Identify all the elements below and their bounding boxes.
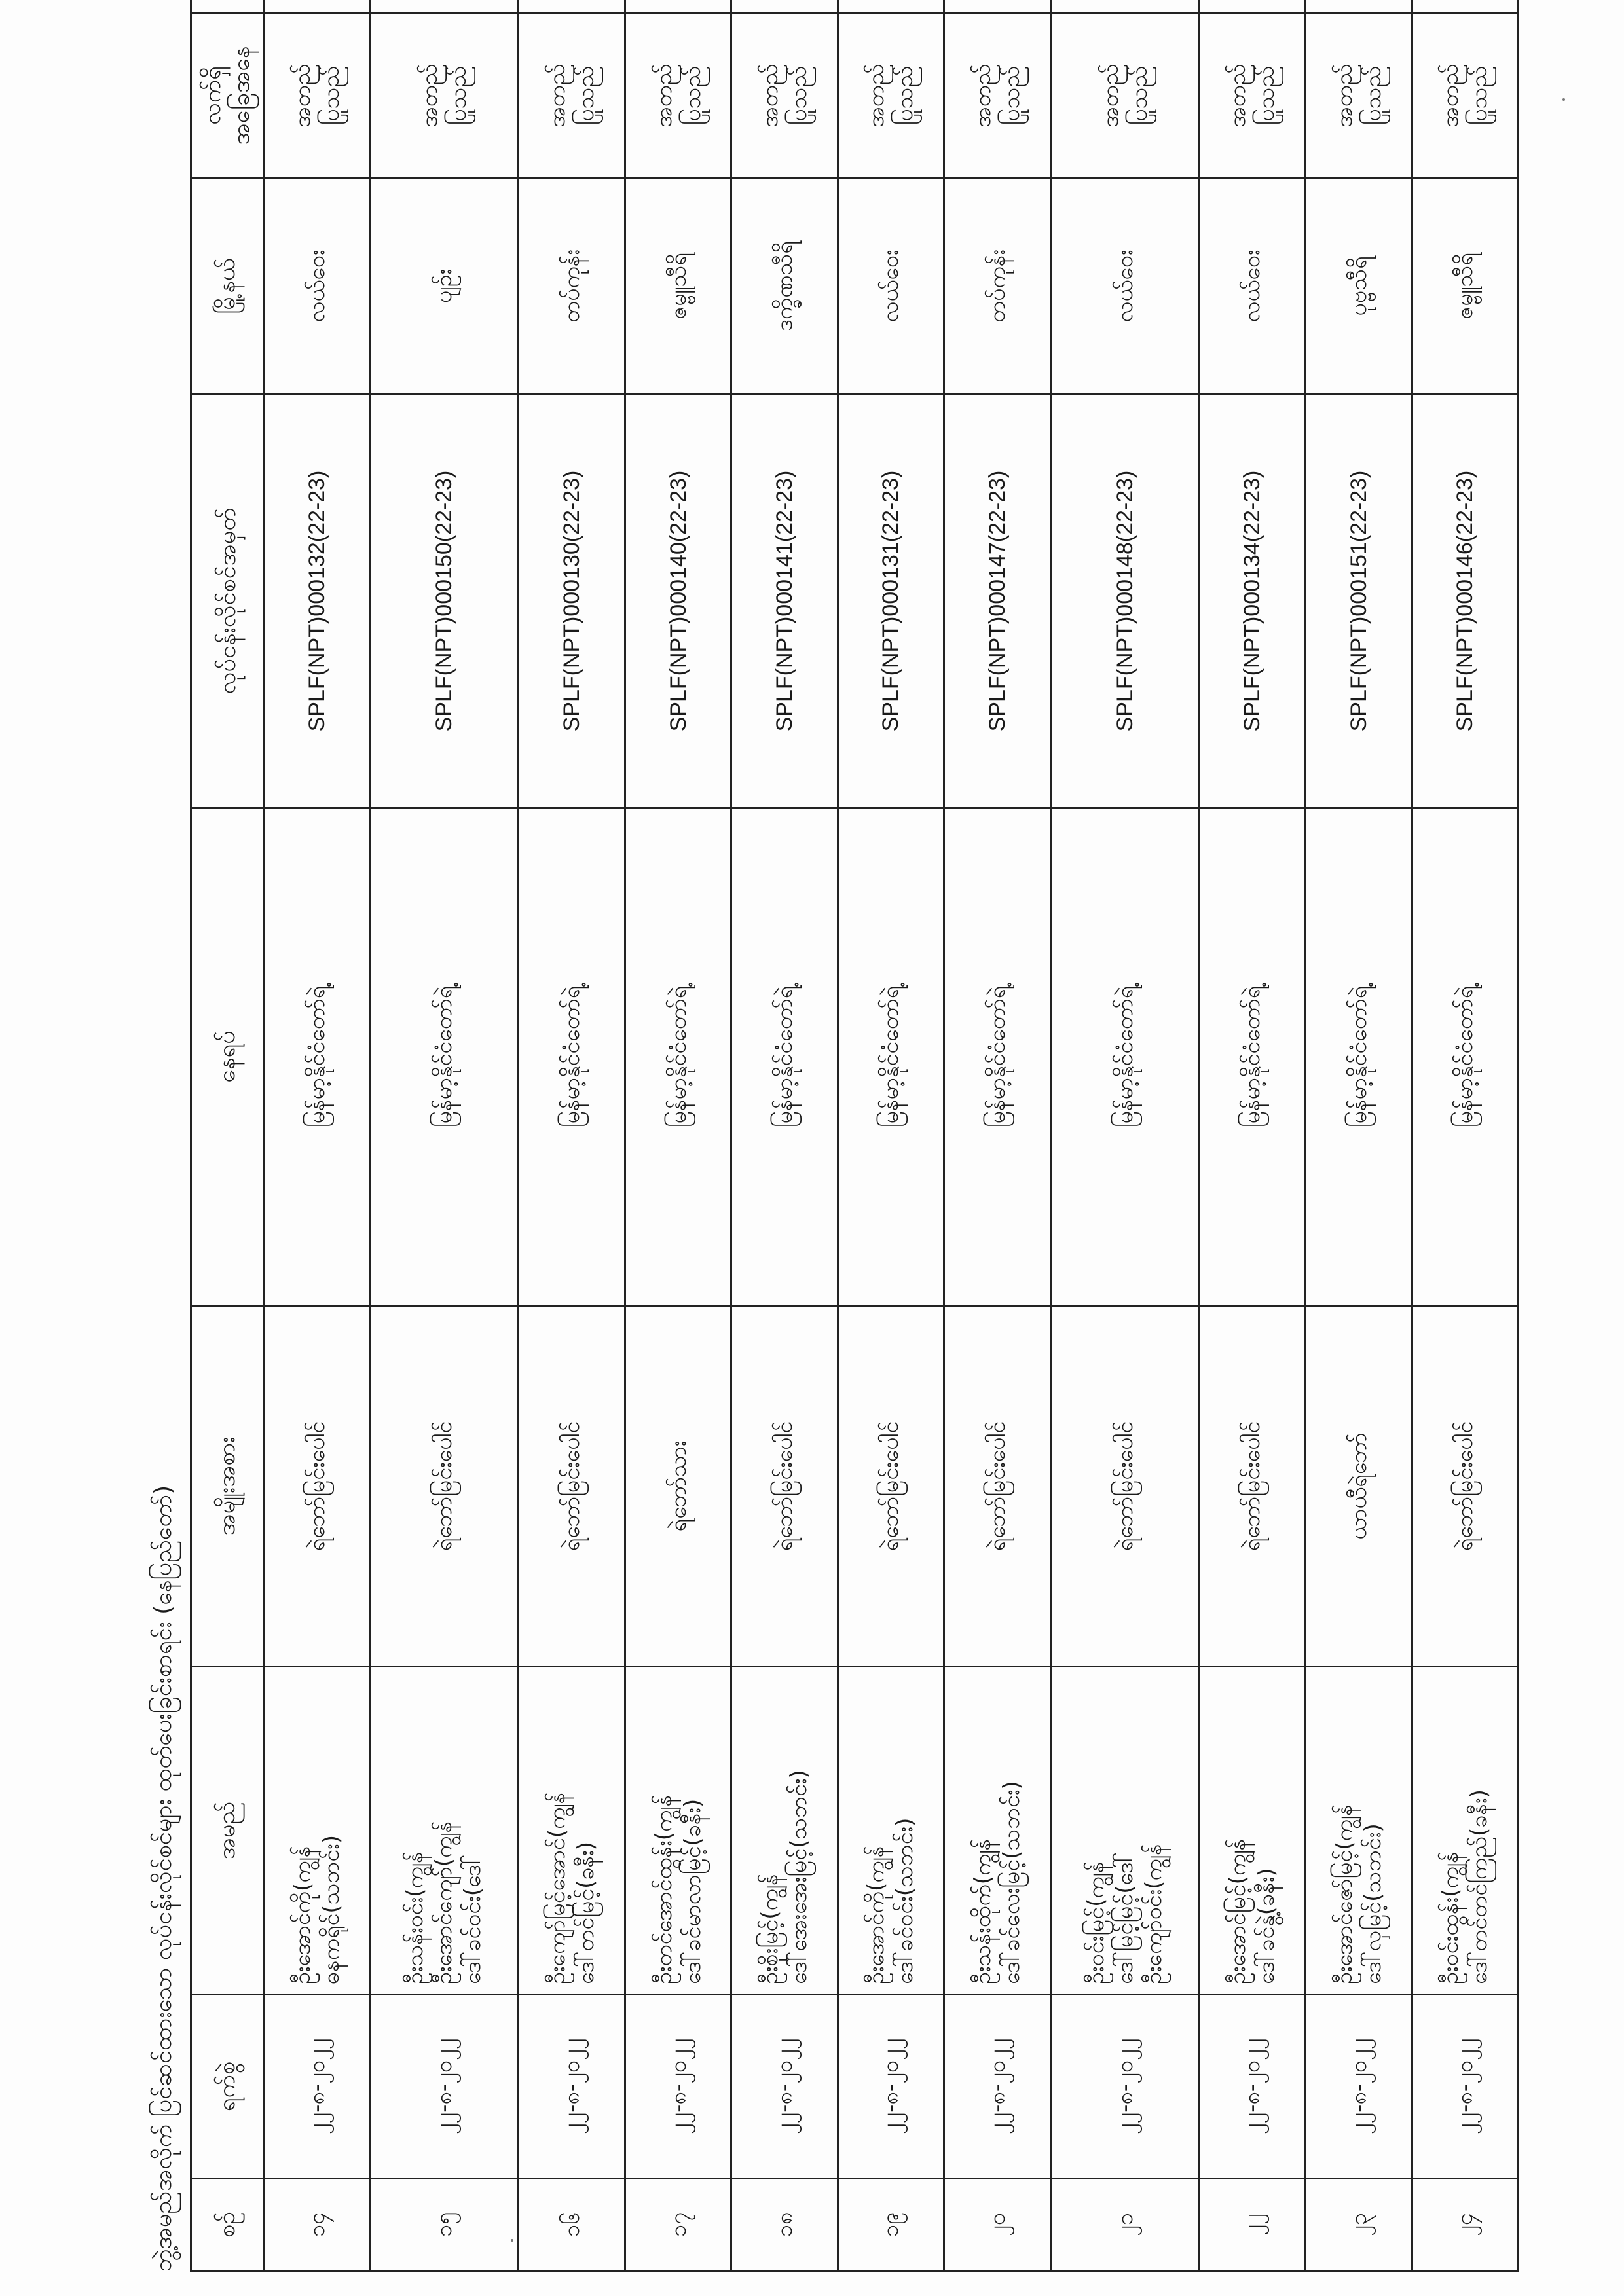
row-license-number: SPLF(NPT)000140(22-23) xyxy=(625,395,731,808)
name-line: ဦးအောင်ကျော်(ကျွန် xyxy=(431,1821,458,1984)
document-title: ဘွဲ့အမည်အလိုက် ပြင်ဆင်ထားသော လုပ်ငန်းလိုင်စင်များ ထုတ်ပေးခြင်းစာရင်း (နေပြည်တော်) xyxy=(150,1485,177,2272)
name-line: ဦးအောင်ကို(ကျွန် xyxy=(863,1846,890,1984)
row-type: ရဲဘော်မြင်းပေါင် xyxy=(370,1306,519,1667)
row-address: မြန်မာ့နိုင်ငံတော်ရဲ့ xyxy=(1412,808,1519,1306)
header-date: ရက်စွဲ xyxy=(191,1995,264,2179)
table-row xyxy=(625,0,731,2271)
table-row xyxy=(944,0,1050,2271)
row-address: မြန်မာ့နိုင်ငံတော်ရဲ့ xyxy=(1199,808,1305,1306)
header-license: လုပ်ငန်းလိုင်စင်အမှတ် xyxy=(191,395,264,808)
status-line: အတည် xyxy=(416,64,443,128)
status-line: အတည် xyxy=(757,64,784,128)
table-body xyxy=(264,0,1519,2271)
row-township: ဇမ္ဗူသီရိ xyxy=(1412,178,1519,395)
header-row xyxy=(191,0,264,2271)
header-name: အမည် xyxy=(191,1667,264,1995)
row-status xyxy=(838,14,944,178)
row-remark xyxy=(1306,0,1412,14)
row-name xyxy=(1412,1667,1519,1995)
row-status xyxy=(731,14,838,178)
row-number: ၁၈ xyxy=(731,2179,838,2271)
status-line: ပြုသည် xyxy=(679,65,706,126)
row-number: ၁၆ xyxy=(519,2179,625,2271)
scan-speck xyxy=(1562,98,1565,101)
row-number: ၂၂ xyxy=(1199,2179,1305,2271)
row-name xyxy=(264,1667,370,1995)
status-line: ပြုသည် xyxy=(1359,65,1386,126)
row-type: ရဲဘော်မြင်းပေါင် xyxy=(1412,1306,1519,1667)
row-date: ၂၂-၈-၂၀၂၂ xyxy=(625,1995,731,2179)
row-date: ၂၂-၈-၂၀၂၂ xyxy=(370,1995,519,2179)
row-name xyxy=(944,1667,1050,1995)
row-name xyxy=(519,1667,625,1995)
header-remark xyxy=(191,0,264,14)
status-line: ပြုသည် xyxy=(318,65,344,126)
row-type: ရဲဘော်မြင်းပေါင် xyxy=(1199,1306,1305,1667)
row-remark xyxy=(944,0,1050,14)
name-line: ဦးအောင်ကို(ကျွန် xyxy=(289,1846,316,1984)
name-line: ဦးအောင်ဇော်မြင့်(ကျွန် xyxy=(1331,1804,1357,1984)
name-line: ဒေါ်ခင်နွဲ့(ခနီး) xyxy=(1253,1868,1280,1984)
row-license-number: SPLF(NPT)000130(22-23) xyxy=(519,395,625,808)
row-remark xyxy=(519,0,625,14)
status-line: အတည် xyxy=(1331,64,1357,128)
row-number: ၁၇ xyxy=(625,2179,731,2271)
name-line: ဦးကျော်ဝင်း(ကျွန် xyxy=(1140,1844,1167,1984)
row-number: ၁၄ xyxy=(264,2179,370,2271)
status-line: ပြုသည် xyxy=(1126,65,1153,126)
row-type: ရဲဘော်မြင်းပေါင် xyxy=(264,1306,370,1667)
row-remark xyxy=(838,0,944,14)
status-line: အတည် xyxy=(544,64,571,128)
row-remark xyxy=(1199,0,1305,14)
table-row xyxy=(1199,0,1305,2271)
status-line: ပြုသည် xyxy=(1466,65,1493,126)
status-line: အတည် xyxy=(969,64,996,128)
row-date: ၂၂-၈-၂၀၂၂ xyxy=(1306,1995,1412,2179)
row-name xyxy=(625,1667,731,1995)
row-number: ၁၅ xyxy=(370,2179,519,2271)
row-township: လယ်ဝေး xyxy=(264,178,370,395)
row-number: ၂၀ xyxy=(944,2179,1050,2271)
row-type: ရဲဘော်မြင်းပေါင် xyxy=(519,1306,625,1667)
row-license-number: SPLF(NPT)000150(22-23) xyxy=(370,395,519,808)
header-type: အမျိုးအစား xyxy=(191,1306,264,1667)
row-date: ၂၂-၈-၂၀၂၂ xyxy=(1050,1995,1199,2179)
row-address: မြန်မာ့နိုင်ငံတော်ရဲ့ xyxy=(625,808,731,1306)
row-number: ၂၄ xyxy=(1412,2179,1519,2271)
status-line: ပြုသည် xyxy=(1253,65,1280,126)
row-status xyxy=(1199,14,1305,178)
name-line: ဦးသန်းဝင်း(ကျွန် xyxy=(402,1851,429,1984)
header-status: လက်ရှိအခြေအနေ xyxy=(191,14,264,178)
name-line: ဒေါ်ခင်မာလာမြင့်(ခနီး) xyxy=(679,1798,706,1984)
row-address: မြန်မာ့နိုင်ငံတော်ရဲ့ xyxy=(1306,808,1412,1306)
name-line: ဦးအောင်မြင့်(ကျွန် xyxy=(1225,1838,1251,1984)
row-name xyxy=(1199,1667,1305,1995)
status-line: အတည် xyxy=(1225,64,1251,128)
status-line: အတည် xyxy=(289,64,316,128)
name-line: ဓနကရိုင်(သဘင်း) xyxy=(318,1834,344,1984)
row-status xyxy=(370,14,519,178)
name-line: ဒေါ်တင်တင်ကြည်(ခနီး) xyxy=(1466,1789,1493,1984)
row-license-number: SPLF(NPT)000141(22-23) xyxy=(731,395,838,808)
row-name xyxy=(370,1667,519,1995)
row-number: ၂၁ xyxy=(1050,2179,1199,2271)
row-address: မြန်မာ့နိုင်ငံတော်ရဲ့ xyxy=(838,808,944,1306)
row-license-number: SPLF(NPT)000148(22-23) xyxy=(1050,395,1199,808)
name-line: ဒေါ်တင်မြင့်(ခနီး) xyxy=(573,1841,600,1984)
row-license-number: SPLF(NPT)000131(22-23) xyxy=(838,395,944,808)
status-line: ပြုသည် xyxy=(573,65,600,126)
name-line: ဒေါ်အေးအေးမြင့်(သဘင်း) xyxy=(786,1770,813,1984)
row-address: မြန်မာ့နိုင်ငံတော်ရဲ့ xyxy=(370,808,519,1306)
row-township: လယ်ဝေး xyxy=(838,178,944,395)
row-date: ၂၂-၈-၂၀၂၂ xyxy=(944,1995,1050,2179)
row-address: မြန်မာ့နိုင်ငံတော်ရဲ့ xyxy=(264,808,370,1306)
status-line: အတည် xyxy=(863,64,890,128)
row-address: မြန်မာ့နိုင်ငံတော်ရဲ့ xyxy=(731,808,838,1306)
header-township: မြို့နယ် xyxy=(191,178,264,395)
row-status xyxy=(1412,14,1519,178)
header-no: စဉ် xyxy=(191,2179,264,2271)
row-township: လယ်ဝေး xyxy=(1050,178,1199,395)
status-line: အတည် xyxy=(1437,64,1464,128)
row-date: ၂၂-၈-၂၀၂၂ xyxy=(264,1995,370,2179)
row-remark xyxy=(625,0,731,14)
row-remark xyxy=(264,0,370,14)
row-type: ရဲဘော်သား xyxy=(625,1306,731,1667)
name-line: ဦးသန်းထိုက်(ကျွန် xyxy=(969,1838,996,1984)
row-township: ပျဉ်း xyxy=(370,178,519,395)
row-township: တပ်ကုန်း xyxy=(944,178,1050,395)
row-license-number: SPLF(NPT)000151(22-23) xyxy=(1306,395,1412,808)
row-number: ၂၃ xyxy=(1306,2179,1412,2271)
row-type: ယာယီရဲဘော် xyxy=(1306,1306,1412,1667)
row-status xyxy=(519,14,625,178)
row-status xyxy=(625,14,731,178)
license-table xyxy=(190,0,1519,2272)
table-row xyxy=(731,0,838,2271)
name-line: ဦးတင်အောင်ထွန်း(ကျွန် xyxy=(650,1795,677,1984)
row-license-number: SPLF(NPT)000147(22-23) xyxy=(944,395,1050,808)
row-remark xyxy=(1050,0,1199,14)
row-name xyxy=(838,1667,944,1995)
table-row xyxy=(1306,0,1412,2271)
name-line: ဦးဝင်းထွန်း(ကျွန် xyxy=(1437,1851,1464,1984)
status-line: ပြုသည် xyxy=(445,65,472,126)
row-name xyxy=(1306,1667,1412,1995)
name-line: ဒေါ်မြင့်မြင့်(ဒေါ် xyxy=(1111,1852,1138,1984)
row-township: လယ်ဝေး xyxy=(1199,178,1305,395)
name-line: ဒေါ်ခင်ဝင်း(သဘင်း) xyxy=(892,1817,919,1984)
row-status xyxy=(264,14,370,178)
name-line: ဒေါ်ခင်ဝင်း(ဒေါ် xyxy=(460,1854,487,1984)
row-township: ဒက္ခိဏသီရိ xyxy=(731,178,838,395)
row-type: ရဲဘော်မြင်းပေါင် xyxy=(1050,1306,1199,1667)
rotated-sheet xyxy=(144,33,1519,2272)
table-row xyxy=(370,0,519,2271)
row-remark xyxy=(370,0,519,14)
row-address: မြန်မာ့နိုင်ငံတော်ရဲ့ xyxy=(519,808,625,1306)
row-license-number: SPLF(NPT)000146(22-23) xyxy=(1412,395,1519,808)
row-date: ၂၂-၈-၂၀၂၂ xyxy=(1412,1995,1519,2179)
row-address: မြန်မာ့နိုင်ငံတော်ရဲ့ xyxy=(944,808,1050,1306)
table-row xyxy=(838,0,944,2271)
row-township: ပုဗ္ဗသီရိ xyxy=(1306,178,1412,395)
row-license-number: SPLF(NPT)000132(22-23) xyxy=(264,395,370,808)
row-address: မြန်မာ့နိုင်ငံတော်ရဲ့ xyxy=(1050,808,1199,1306)
row-number: ၁၉ xyxy=(838,2179,944,2271)
row-type: ရဲဘော်မြင်းပေါင် xyxy=(838,1306,944,1667)
header-address: နေရပ် xyxy=(191,808,264,1306)
status-line: ပြုသည် xyxy=(786,65,813,126)
status-line: ပြုသည် xyxy=(892,65,919,126)
table-row xyxy=(1050,0,1199,2271)
row-date: ၂၂-၈-၂၀၂၂ xyxy=(519,1995,625,2179)
row-date: ၂၂-၈-၂၀၂၂ xyxy=(838,1995,944,2179)
name-line: ဦးကျော်မြင့်အောင်(ကျွန် xyxy=(544,1792,571,1984)
table-row xyxy=(1412,0,1519,2271)
row-remark xyxy=(731,0,838,14)
row-township: တပ်ကုန်း xyxy=(519,178,625,395)
row-remark xyxy=(1412,0,1519,14)
row-township: ဇမ္ဗူသီရိ xyxy=(625,178,731,395)
row-status xyxy=(1050,14,1199,178)
row-date: ၂၂-၈-၂၀၂၂ xyxy=(1199,1995,1305,2179)
table-row xyxy=(519,0,625,2271)
row-name xyxy=(1050,1667,1199,1995)
name-line: ဦးစိုးမြင့်(ကျွန် xyxy=(757,1874,784,1984)
row-type: ရဲဘော်မြင်းပေါင် xyxy=(731,1306,838,1667)
name-line: ဒေါ်လှမြင့်(သဘင်း) xyxy=(1359,1823,1386,1984)
status-line: အတည် xyxy=(1097,64,1124,128)
status-line: ပြုသည် xyxy=(998,65,1025,126)
row-type: ရဲဘော်မြင်းပေါင် xyxy=(944,1306,1050,1667)
row-status xyxy=(944,14,1050,178)
table-row xyxy=(264,0,370,2271)
name-line: ဦးဝင်းမြင့်(ကျွန် xyxy=(1082,1861,1109,1984)
status-line: အတည် xyxy=(650,64,677,128)
row-name xyxy=(731,1667,838,1995)
row-status xyxy=(1306,14,1412,178)
row-date: ၂၂-၈-၂၀၂၂ xyxy=(731,1995,838,2179)
row-license-number: SPLF(NPT)000134(22-23) xyxy=(1199,395,1305,808)
name-line: ဒေါ်ခင်လေးမြင့်(သဘင်း) xyxy=(998,1781,1025,1984)
